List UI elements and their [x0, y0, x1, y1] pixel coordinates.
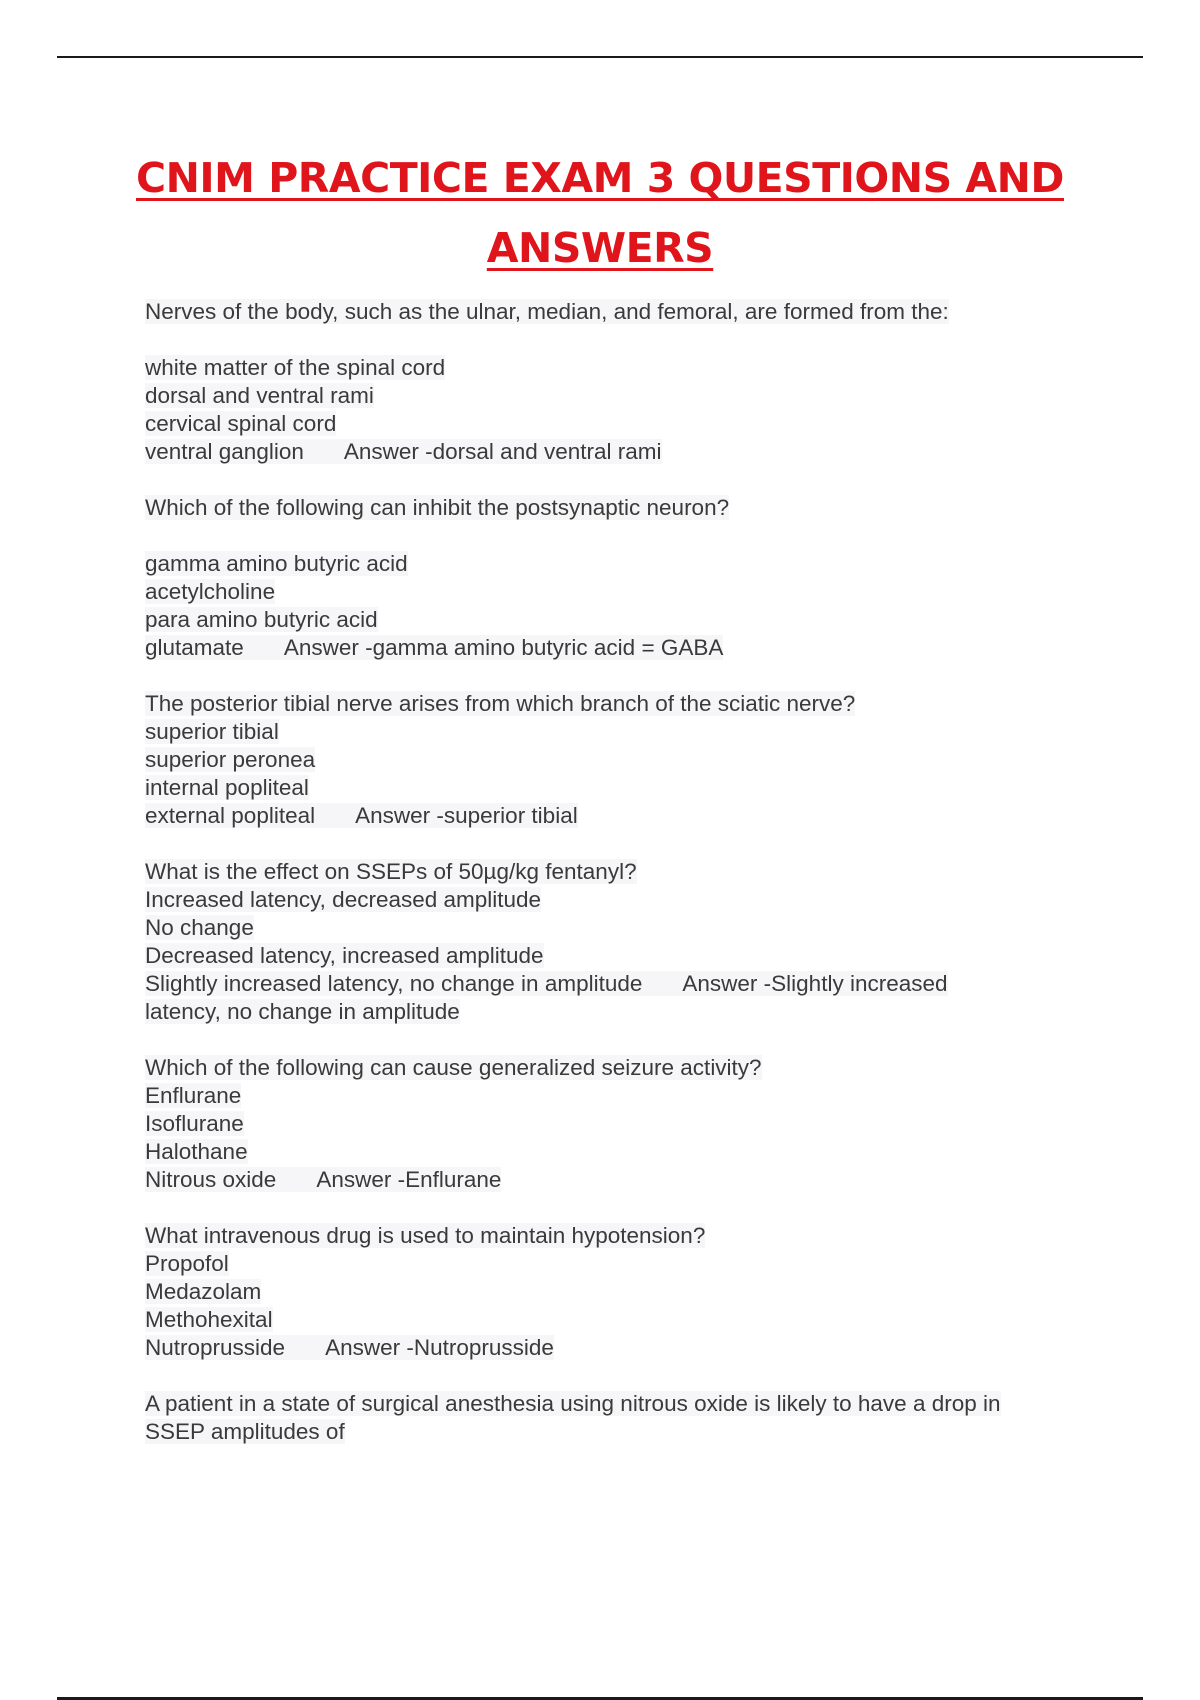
question-text: Which of the following can inhibit the postsynaptic neuron? — [145, 495, 730, 520]
option: Propofol — [145, 1251, 229, 1276]
question-text: Which of the following can cause generalized seizure activity? — [145, 1055, 762, 1080]
question-block — [145, 1390, 1085, 1446]
answer-text: Answer -gamma amino butyric acid = GABA — [283, 635, 724, 660]
option: cervical spinal cord — [145, 411, 337, 436]
option-with-answer: Nutroprusside Answer -Nutroprusside — [145, 1335, 554, 1360]
option: Enflurane — [145, 1083, 242, 1108]
option: Decreased latency, increased amplitude — [145, 943, 544, 968]
document-title — [100, 143, 1100, 283]
option: para amino butyric acid — [145, 607, 378, 632]
question-block — [145, 858, 1085, 1026]
option: Halothane — [145, 1139, 248, 1164]
option-with-answer: ventral ganglion Answer -dorsal and ventral rami — [145, 439, 662, 464]
question-block — [145, 298, 1085, 466]
option: No change — [145, 915, 254, 940]
option: acetylcholine — [145, 579, 276, 604]
option-with-answer: external popliteal Answer -superior tibial — [145, 803, 578, 828]
question-text: What is the effect on SSEPs of 50µg/kg fentanyl? — [145, 859, 637, 884]
question-block — [145, 1222, 1085, 1362]
question-text: Nerves of the body, such as the ulnar, median, and femoral, are formed from the: — [145, 299, 949, 324]
option: Methohexital — [145, 1307, 273, 1332]
title-line-1: CNIM PRACTICE EXAM 3 QUESTIONS AND — [136, 154, 1064, 202]
option-with-answer: Slightly increased latency, no change in amplitude Answer -Slightly increased — [145, 971, 948, 996]
top-rule — [57, 56, 1143, 58]
qa-content — [145, 298, 1085, 1446]
question-text: The posterior tibial nerve arises from which branch of the sciatic nerve? — [145, 691, 856, 716]
question-text: What intravenous drug is used to maintain hypotension? — [145, 1223, 706, 1248]
answer-text: Answer -superior tibial — [355, 803, 578, 828]
answer-continuation: latency, no change in amplitude — [145, 999, 460, 1024]
answer-text: Answer -Nutroprusside — [325, 1335, 554, 1360]
answer-text: Answer -Enflurane — [316, 1167, 502, 1192]
option: Isoflurane — [145, 1111, 244, 1136]
option: dorsal and ventral rami — [145, 383, 374, 408]
question-text: A patient in a state of surgical anesthesia using nitrous oxide is likely to have a drop in — [145, 1391, 1001, 1416]
option: gamma amino butyric acid — [145, 551, 408, 576]
answer-text: Answer -Slightly increased — [682, 971, 948, 996]
option: Medazolam — [145, 1279, 262, 1304]
question-block — [145, 690, 1085, 830]
option: internal popliteal — [145, 775, 309, 800]
question-block — [145, 1054, 1085, 1194]
option: superior peronea — [145, 747, 316, 772]
option: superior tibial — [145, 719, 279, 744]
option: white matter of the spinal cord — [145, 355, 446, 380]
answer-text: Answer -dorsal and ventral rami — [343, 439, 662, 464]
option-with-answer: Nitrous oxide Answer -Enflurane — [145, 1167, 502, 1192]
option-with-answer: glutamate Answer -gamma amino butyric acid = GABA — [145, 635, 724, 660]
option: Increased latency, decreased amplitude — [145, 887, 542, 912]
question-text-cont: SSEP amplitudes of — [145, 1419, 345, 1444]
question-block — [145, 494, 1085, 662]
title-line-2: ANSWERS — [486, 224, 714, 272]
